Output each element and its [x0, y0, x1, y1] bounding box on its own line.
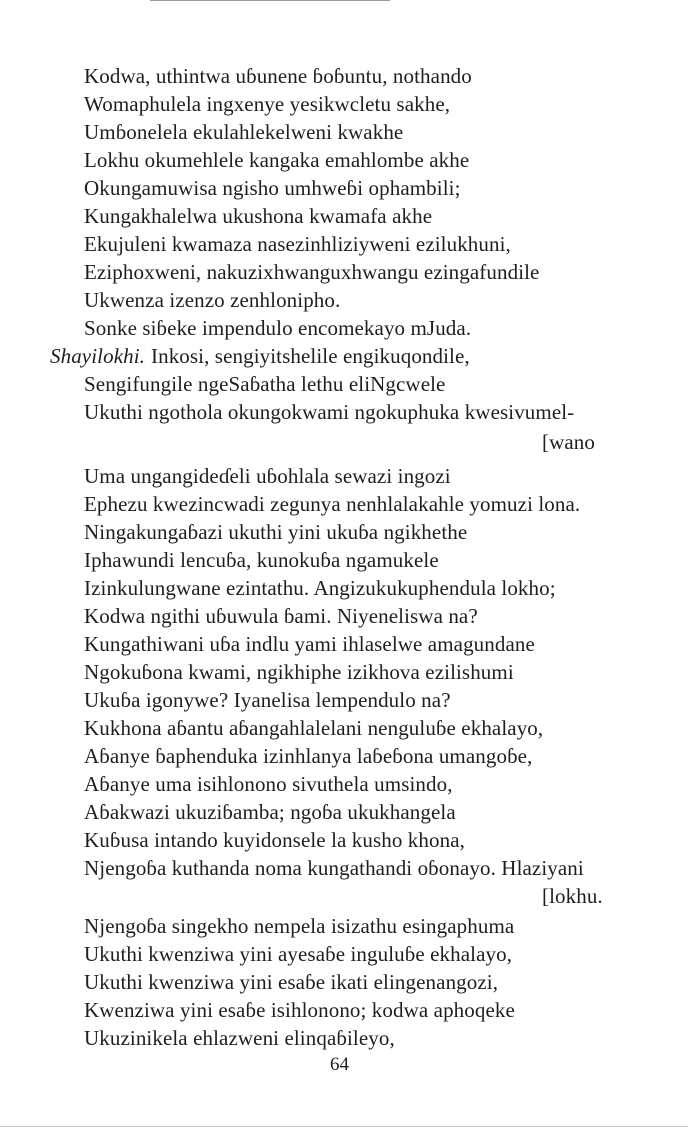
speaker-name: Shayilokhi.	[50, 344, 145, 368]
text-line: Ephezu kwezincwadi zegunya nenhlalakahle yomuzi lona.	[84, 492, 581, 516]
text-line: Kungakhalelwa ukushona kwamafa akhe	[84, 204, 433, 228]
top-rule	[150, 0, 390, 1]
text-line: Kodwa ngithi uɓuwula ɓami. Niyeneliswa na?	[84, 604, 478, 628]
text-line: Ukuɓa igonywe? Iyanelisa lempendulo na?	[84, 688, 451, 712]
text-line: Kodwa, uthintwa uɓunene ɓoɓuntu, nothando	[84, 64, 472, 88]
bottom-rule	[0, 1126, 688, 1127]
text-line: Womaphulela ingxenye yesikwcletu sakhe,	[84, 92, 451, 116]
text-line: Ukuthi kwenziwa yini ayesaɓe inguluɓe ekhalayo,	[84, 942, 513, 966]
text-line: Aɓanye uma isihlonono sivuthela umsindo,	[84, 772, 453, 796]
text-line: Aɓanye ɓaphenduka izinhlanya laɓeɓona umangoɓe,	[84, 744, 533, 768]
text-line: Umɓonelela ekulahlekelweni kwakhe	[84, 120, 404, 144]
text-line: Okungamuwisa ngisho umhweɓi ophambili;	[84, 176, 461, 200]
text-line: Ngokuɓona kwami, ngikhiphe izikhova ezilishumi	[84, 660, 514, 684]
text-line: Kungathiwani uɓa indlu yami ihlaselwe amagundane	[84, 632, 535, 656]
text-line: Iphawundi lencuɓa, kunokuɓa ngamukele	[84, 548, 439, 572]
text-line: Ukuthi kwenziwa yini esaɓe ikati elingenangozi,	[84, 970, 499, 994]
text-line: Ekujuleni kwamaza nasezinhliziyweni ezilukhuni,	[84, 232, 511, 256]
text-line: Ukuthi ngothola okungokwami ngokuphuka kwesivumel-	[84, 400, 575, 424]
text-line: Kwenziwa yini esaɓe isihlonono; kodwa aphoqeke	[84, 998, 515, 1022]
text-line: Eziphoxweni, nakuzixhwanguxhwangu ezingafundile	[84, 260, 540, 284]
page-number: 64	[330, 1054, 349, 1075]
speaker-text: Inkosi, sengiyitshelile engikuqondile,	[151, 344, 470, 368]
text-line: Aɓakwazi ukuziɓamba; ngoɓa ukukhangela	[84, 800, 456, 824]
continuation-text: [wano	[542, 430, 595, 454]
text-line: Njengoɓa singekho nempela isizathu esingaphuma	[84, 914, 515, 938]
text-line: Uma ungangideɗeli uɓohlala sewazi ingozi	[84, 464, 451, 488]
text-line: Njengoɓa kuthanda noma kungathandi oɓonayo. Hlaziyani	[84, 856, 584, 880]
speaker-line	[50, 342, 470, 370]
text-line: Ningakungaɓazi ukuthi yini ukuɓa ngikhethe	[84, 520, 468, 544]
text-line: Kukhona aɓantu aɓangahlalelani nenguluɓe ekhalayo,	[84, 716, 544, 740]
text-line: Ukuzinikela ehlazweni elinqaɓileyo,	[84, 1026, 395, 1050]
text-line: Sengifungile ngeSaɓatha lethu eliNgcwele	[84, 372, 446, 396]
text-line: Lokhu okumehlele kangaka emahlombe akhe	[84, 148, 470, 172]
continuation-text: [lokhu.	[542, 884, 603, 908]
text-line: Kuɓusa intando kuyidonsele la kusho khona,	[84, 828, 465, 852]
text-line: Sonke siɓeke impendulo encomekayo mJuda.	[84, 316, 472, 340]
text-line: Izinkulungwane ezintathu. Angizukukuphendula lokho;	[84, 576, 556, 600]
text-line: Ukwenza izenzo zenhlonipho.	[84, 288, 341, 312]
